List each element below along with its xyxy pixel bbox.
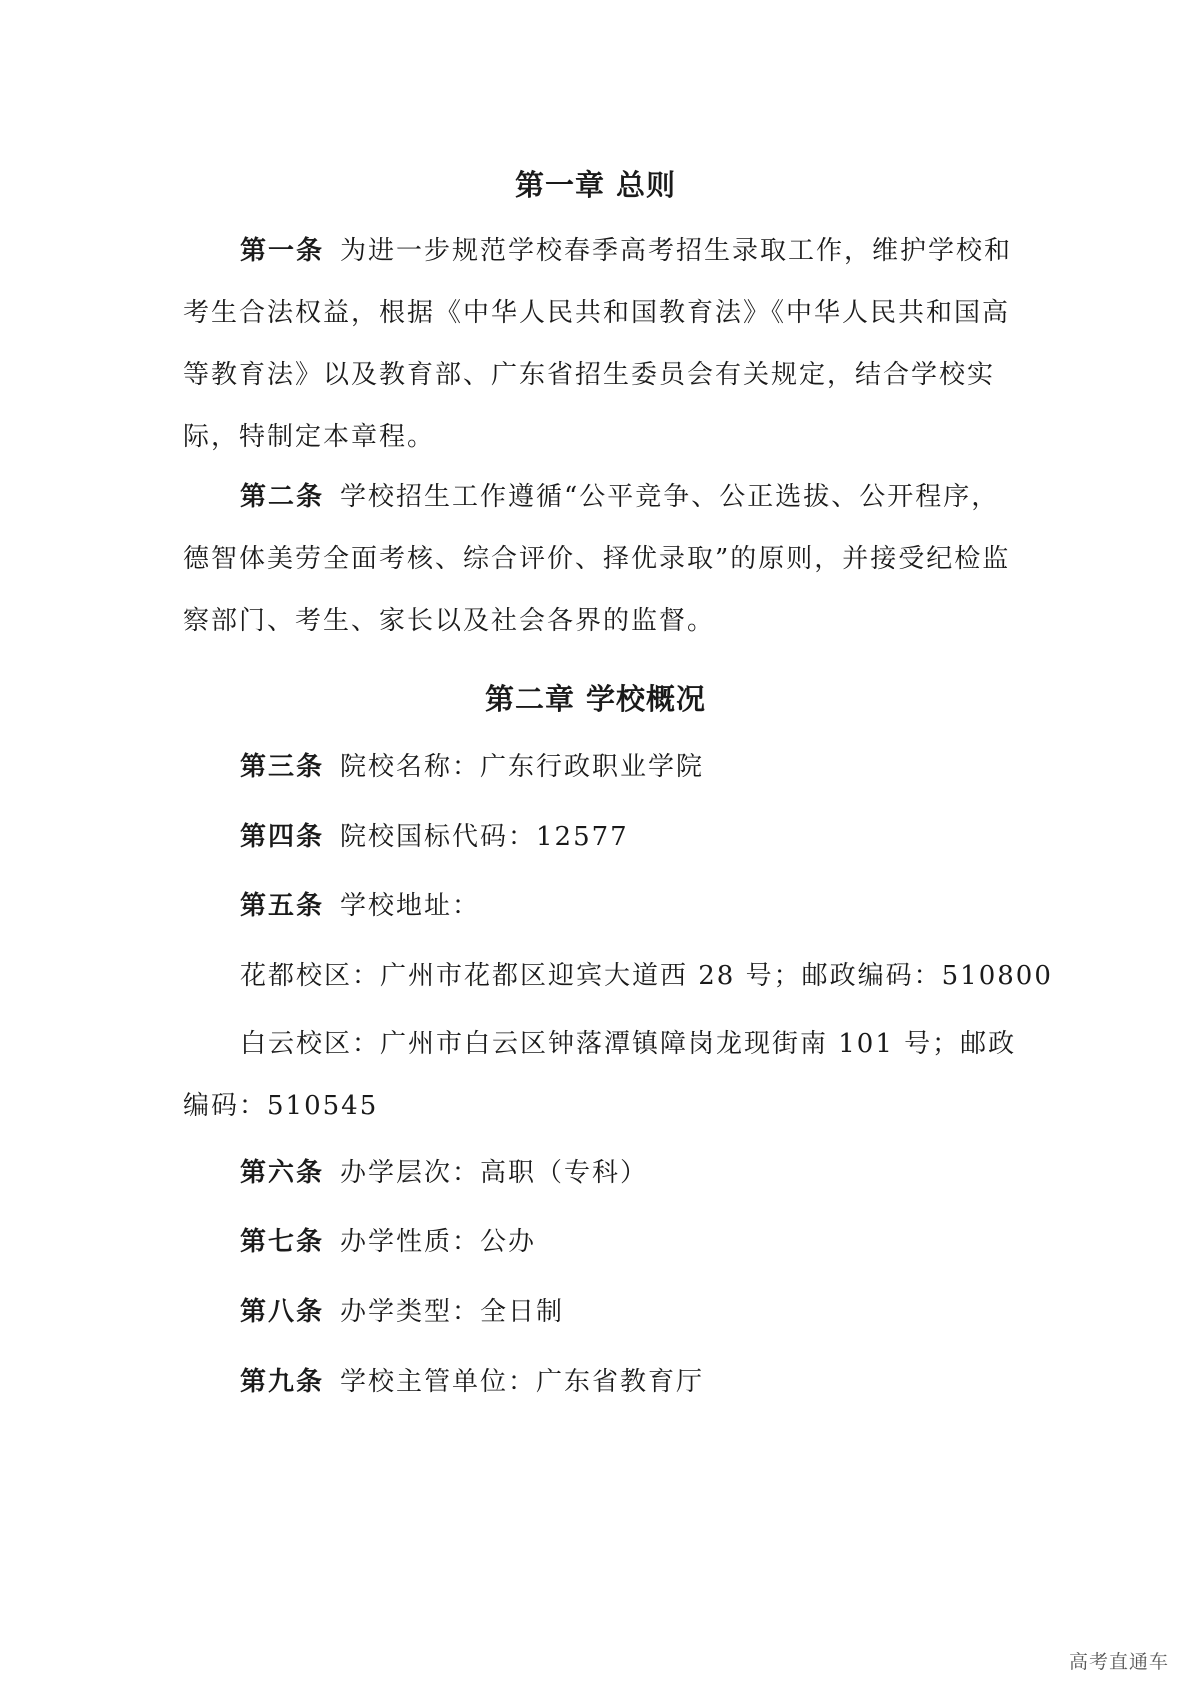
article-4: [240, 817, 629, 857]
article-3-text: 院校名称：广东行政职业学院: [340, 752, 705, 782]
article-8: [240, 1292, 564, 1332]
article-1-label: 第一条: [240, 236, 325, 266]
campus-huadu: 花都校区：广州市花都区迎宾大道西 28 号；邮政编码：510800: [240, 961, 1053, 991]
article-1: [183, 220, 1018, 468]
campus-baiyun: 白云校区：广州市白云区钟落潭镇障岗龙现街南 101 号；邮政编码：510545: [183, 1029, 1017, 1121]
chapter-2-title: 第二章 学校概况: [484, 682, 707, 716]
article-9-label: 第九条: [240, 1367, 325, 1397]
article-9: [240, 1362, 704, 1402]
article-1-text: 为进一步规范学校春季高考招生录取工作，维护学校和考生合法权益，根据《中华人民共和国教育法》《中华人民共和国高等教育法》以及教育部、广东省招生委员会有关规定，结合学校实际，特制定本章程。: [183, 236, 1013, 452]
article-9-text: 学校主管单位：广东省教育厅: [340, 1367, 705, 1397]
article-7-text: 办学性质：公办: [340, 1227, 537, 1257]
chapter-1-title: 第一章 总则: [514, 168, 677, 202]
article-3-label: 第三条: [240, 752, 325, 782]
article-6-text: 办学层次：高职（专科）: [340, 1158, 649, 1188]
article-5-text: 学校地址：: [340, 891, 481, 921]
article-4-label: 第四条: [240, 822, 325, 852]
article-2-label: 第二条: [240, 482, 325, 512]
article-4-text: 院校国标代码：12577: [340, 822, 629, 852]
article-2: [183, 466, 1018, 652]
article-2-text: 学校招生工作遵循“公平竞争、公正选拔、公开程序，德智体美劳全面考核、综合评价、择优录取”的原则，并接受纪检监察部门、考生、家长以及社会各界的监督。: [183, 482, 1011, 636]
article-3: [240, 747, 704, 787]
article-6-label: 第六条: [240, 1158, 325, 1188]
article-8-text: 办学类型：全日制: [340, 1297, 565, 1327]
article-7-label: 第七条: [240, 1227, 325, 1257]
watermark-text: 高考直通车: [1068, 1651, 1169, 1673]
article-8-label: 第八条: [240, 1297, 325, 1327]
article-5: [240, 886, 480, 926]
article-5-label: 第五条: [240, 891, 325, 921]
article-7: [240, 1222, 536, 1262]
article-6: [240, 1153, 648, 1193]
